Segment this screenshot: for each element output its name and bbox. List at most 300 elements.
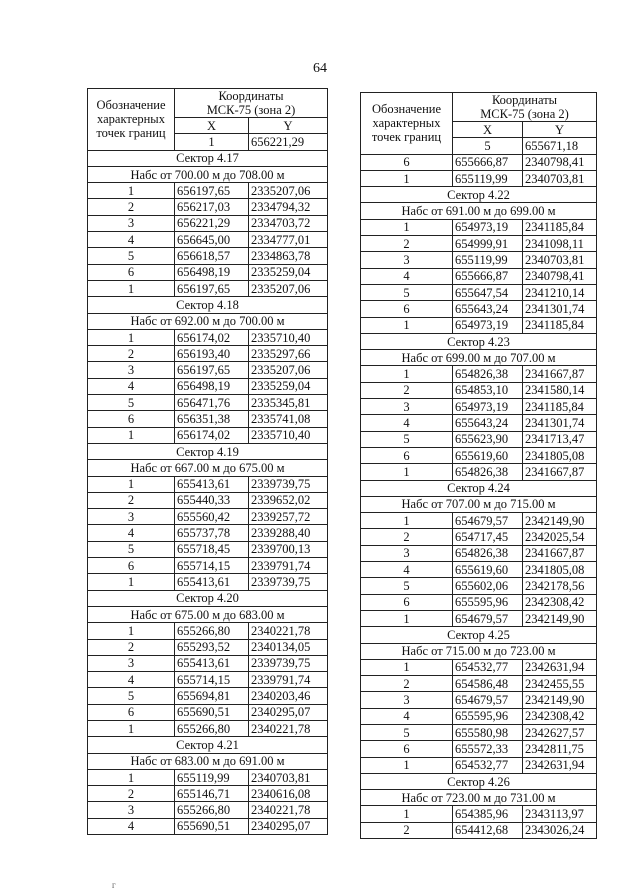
table-row xyxy=(361,252,597,268)
x-coordinate: 655266,80 xyxy=(175,720,249,736)
y-coordinate: 2341185,84 xyxy=(523,399,597,415)
y-coordinate: 2335207,06 xyxy=(249,362,328,378)
sector-height-range: Набс от 691.00 м до 699.00 м xyxy=(361,203,597,219)
sector-title-row xyxy=(361,187,597,203)
x-coordinate: 655666,87 xyxy=(453,268,523,284)
table-row xyxy=(88,509,328,525)
table-row xyxy=(361,757,597,773)
point-number: 6 xyxy=(88,704,175,720)
table-row xyxy=(88,492,328,508)
table-row xyxy=(361,464,597,480)
points-header xyxy=(88,89,175,151)
table-row xyxy=(88,818,328,834)
point-number: 1 xyxy=(361,317,453,333)
table-row xyxy=(88,232,328,248)
table-row xyxy=(88,558,328,574)
x-coordinate: 655119,99 xyxy=(453,252,523,268)
y-coordinate: 2340703,81 xyxy=(249,769,328,785)
sector-height-range: Набс от 715.00 м до 723.00 м xyxy=(361,643,597,659)
x-coordinate: 655623,90 xyxy=(453,431,523,447)
table-row xyxy=(88,720,328,736)
coordinates-header-line: Координаты xyxy=(218,89,284,103)
y-coordinate: 2339257,72 xyxy=(249,509,328,525)
coordinates-header xyxy=(175,89,328,118)
sector-title: Сектор 4.19 xyxy=(88,443,328,459)
point-number: 1 xyxy=(88,427,175,443)
table-row xyxy=(361,676,597,692)
x-coordinate: 655413,61 xyxy=(175,574,249,590)
point-number: 6 xyxy=(361,594,453,610)
x-coordinate: 656197,65 xyxy=(175,362,249,378)
x-coordinate: 656351,38 xyxy=(175,411,249,427)
table-row xyxy=(361,513,597,529)
x-coordinate: 655146,71 xyxy=(175,786,249,802)
y-coordinate: 2335710,40 xyxy=(249,427,328,443)
y-coordinate: 2340798,41 xyxy=(523,268,597,284)
y-coordinate: 2340221,78 xyxy=(249,802,328,818)
point-number: 3 xyxy=(88,802,175,818)
table-row xyxy=(88,395,328,411)
point-number: 5 xyxy=(88,688,175,704)
x-coordinate: 654532,77 xyxy=(453,757,523,773)
point-number: 4 xyxy=(88,818,175,834)
table-row xyxy=(361,382,597,398)
y-coordinate: 2335345,81 xyxy=(249,395,328,411)
y-coordinate: 2341098,11 xyxy=(523,236,597,252)
x-coordinate: 655714,15 xyxy=(175,672,249,688)
x-coordinate: 655560,42 xyxy=(175,509,249,525)
x-coordinate: 655580,98 xyxy=(453,724,523,740)
x-coordinate: 655619,60 xyxy=(453,447,523,463)
point-number: 1 xyxy=(361,170,453,186)
y-coordinate: 2342308,42 xyxy=(523,708,597,724)
table-row xyxy=(88,378,328,394)
table-row xyxy=(88,427,328,443)
y-coordinate: 2334703,72 xyxy=(249,215,328,231)
x-coordinate: 656197,65 xyxy=(175,280,249,296)
point-number: 2 xyxy=(361,676,453,692)
point-number: 6 xyxy=(361,447,453,463)
x-coordinate: 655602,06 xyxy=(453,578,523,594)
table-row xyxy=(361,545,597,561)
y-coordinate: 2341301,74 xyxy=(523,301,597,317)
x-header: X xyxy=(175,118,249,134)
page-number: 64 xyxy=(313,61,327,76)
sector-height-range: Набс от 723.00 м до 731.00 м xyxy=(361,790,597,806)
x-coordinate: 656645,00 xyxy=(175,232,249,248)
point-number: 1 xyxy=(88,280,175,296)
point-number: 4 xyxy=(361,562,453,578)
sector-title: Сектор 4.22 xyxy=(361,187,597,203)
table-row xyxy=(361,578,597,594)
x-coordinate: 655690,51 xyxy=(175,704,249,720)
points-header xyxy=(361,93,453,155)
table-row xyxy=(88,248,328,264)
x-coordinate: 656221,29 xyxy=(175,215,249,231)
coordinates-header-line: МСК-75 (зона 2) xyxy=(480,107,569,121)
point-number: 2 xyxy=(88,639,175,655)
table-row xyxy=(88,541,328,557)
point-number: 6 xyxy=(361,301,453,317)
x-coordinate: 654826,38 xyxy=(453,464,523,480)
table-row xyxy=(88,802,328,818)
table-row xyxy=(361,822,597,838)
sector-height-range: Набс от 667.00 м до 675.00 м xyxy=(88,460,328,476)
point-number: 5 xyxy=(88,541,175,557)
table-row xyxy=(361,529,597,545)
point-number: 1 xyxy=(88,769,175,785)
y-coordinate: 2342178,56 xyxy=(523,578,597,594)
x-coordinate: 655666,87 xyxy=(453,154,523,170)
point-number: 2 xyxy=(88,492,175,508)
y-coordinate: 2341805,08 xyxy=(523,447,597,463)
point-number: 1 xyxy=(361,366,453,382)
table-row xyxy=(361,594,597,610)
sector-title-row xyxy=(88,297,328,313)
sector-range-row xyxy=(88,606,328,622)
point-number: 1 xyxy=(361,610,453,626)
points-header-line: точек границ xyxy=(96,126,166,141)
point-number: 2 xyxy=(88,346,175,362)
y-coordinate: 2335710,40 xyxy=(249,329,328,345)
sector-title: Сектор 4.18 xyxy=(88,297,328,313)
table-row xyxy=(361,708,597,724)
point-number: 3 xyxy=(88,655,175,671)
table-row xyxy=(88,704,328,720)
table-row xyxy=(88,672,328,688)
y-coordinate: 2334777,01 xyxy=(249,232,328,248)
y-coordinate: 2339739,75 xyxy=(249,655,328,671)
x-coordinate: 654826,38 xyxy=(453,545,523,561)
table-row xyxy=(88,688,328,704)
sector-title: Сектор 4.26 xyxy=(361,773,597,789)
sector-range-row xyxy=(361,350,597,366)
scan-mark: г xyxy=(112,880,116,890)
x-coordinate: 655119,99 xyxy=(175,769,249,785)
y-coordinate: 2339739,75 xyxy=(249,574,328,590)
sector-title-row xyxy=(361,627,597,643)
y-coordinate: 2340221,78 xyxy=(249,720,328,736)
point-number: 3 xyxy=(361,692,453,708)
coordinates-table-right xyxy=(360,92,597,839)
y-coordinate: 2340203,46 xyxy=(249,688,328,704)
x-coordinate: 655619,60 xyxy=(453,562,523,578)
x-coordinate: 655643,24 xyxy=(453,415,523,431)
sector-height-range: Набс от 699.00 м до 707.00 м xyxy=(361,350,597,366)
point-number: 5 xyxy=(88,248,175,264)
point-number: 3 xyxy=(88,509,175,525)
sector-height-range: Набс от 675.00 м до 683.00 м xyxy=(88,606,328,622)
table-row xyxy=(361,692,597,708)
table-row xyxy=(361,284,597,300)
coordinates-table-left xyxy=(87,88,328,835)
sector-height-range: Набс от 707.00 м до 715.00 м xyxy=(361,496,597,512)
coordinates-header-line: МСК-75 (зона 2) xyxy=(206,103,296,117)
header-row xyxy=(361,93,597,122)
point-number: 3 xyxy=(88,362,175,378)
point-number: 2 xyxy=(88,199,175,215)
point-number: 4 xyxy=(88,672,175,688)
y-coordinate: 2334794,32 xyxy=(249,199,328,215)
table-row xyxy=(361,399,597,415)
table-row xyxy=(88,264,328,280)
x-coordinate: 655595,96 xyxy=(453,594,523,610)
table-row xyxy=(88,639,328,655)
x-coordinate: 656498,19 xyxy=(175,378,249,394)
point-number: 1 xyxy=(361,219,453,235)
x-coordinate: 655293,52 xyxy=(175,639,249,655)
y-coordinate: 2340798,41 xyxy=(523,154,597,170)
sector-range-row xyxy=(88,166,328,182)
y-coordinate: 2335207,06 xyxy=(249,183,328,199)
table-row xyxy=(88,362,328,378)
table-row xyxy=(88,476,328,492)
x-coordinate: 654532,77 xyxy=(453,659,523,675)
sector-title: Сектор 4.24 xyxy=(361,480,597,496)
x-coordinate: 656193,40 xyxy=(175,346,249,362)
y-coordinate: 2340134,05 xyxy=(249,639,328,655)
y-coordinate: 2342149,90 xyxy=(523,513,597,529)
y-coordinate: 2341185,84 xyxy=(523,219,597,235)
sector-title-row xyxy=(88,150,328,166)
y-coordinate: 2342149,90 xyxy=(523,692,597,708)
y-coordinate: 2342308,42 xyxy=(523,594,597,610)
point-number: 1 xyxy=(88,720,175,736)
point-number: 6 xyxy=(88,411,175,427)
x-coordinate: 654679,57 xyxy=(453,513,523,529)
point-number: 3 xyxy=(361,252,453,268)
sector-title: Сектор 4.21 xyxy=(88,737,328,753)
point-number: 6 xyxy=(88,558,175,574)
point-number: 1 xyxy=(88,329,175,345)
x-coordinate: 655694,81 xyxy=(175,688,249,704)
y-coordinate: 2343113,97 xyxy=(523,806,597,822)
sector-height-range: Набс от 700.00 м до 708.00 м xyxy=(88,166,328,182)
table-row xyxy=(361,170,597,186)
point-number: 5 xyxy=(361,431,453,447)
point-number: 3 xyxy=(88,215,175,231)
x-coordinate: 655266,80 xyxy=(175,802,249,818)
y-coordinate: 2341667,87 xyxy=(523,545,597,561)
table-row xyxy=(361,806,597,822)
y-header: Y xyxy=(523,122,597,138)
y-coordinate: 2342811,75 xyxy=(523,741,597,757)
x-header: X xyxy=(453,122,523,138)
table-row xyxy=(88,280,328,296)
point-number: 2 xyxy=(361,382,453,398)
x-coordinate: 655647,54 xyxy=(453,284,523,300)
x-coordinate: 655413,61 xyxy=(175,476,249,492)
x-coordinate: 654973,19 xyxy=(453,399,523,415)
table-row xyxy=(88,525,328,541)
point-number: 1 xyxy=(88,476,175,492)
point-number: 4 xyxy=(88,232,175,248)
point-number: 3 xyxy=(361,399,453,415)
point-number: 1 xyxy=(361,659,453,675)
point-number: 5 xyxy=(88,395,175,411)
y-coordinate: 2335741,08 xyxy=(249,411,328,427)
y-coordinate: 2343026,24 xyxy=(523,822,597,838)
x-coordinate: 654826,38 xyxy=(453,366,523,382)
sector-range-row xyxy=(88,313,328,329)
x-coordinate: 656221,29 xyxy=(249,134,328,150)
point-number: 1 xyxy=(361,464,453,480)
y-coordinate: 2340295,07 xyxy=(249,818,328,834)
x-coordinate: 654999,91 xyxy=(453,236,523,252)
table-row xyxy=(88,183,328,199)
sector-title: Сектор 4.17 xyxy=(88,150,328,166)
y-coordinate: 2339288,40 xyxy=(249,525,328,541)
x-coordinate: 654412,68 xyxy=(453,822,523,838)
y-coordinate: 2342455,55 xyxy=(523,676,597,692)
table-row xyxy=(361,154,597,170)
point-number: 5 xyxy=(453,138,523,154)
table-row xyxy=(361,431,597,447)
point-number: 5 xyxy=(361,284,453,300)
points-header-line: характерных xyxy=(372,116,441,131)
coordinates-header-line: Координаты xyxy=(491,93,558,107)
sector-title-row xyxy=(88,737,328,753)
y-coordinate: 2340616,08 xyxy=(249,786,328,802)
x-coordinate: 656174,02 xyxy=(175,329,249,345)
coordinates-header xyxy=(453,93,597,122)
y-coordinate: 2341580,14 xyxy=(523,382,597,398)
table-row xyxy=(361,724,597,740)
y-coordinate: 2341713,47 xyxy=(523,431,597,447)
x-coordinate: 655690,51 xyxy=(175,818,249,834)
x-coordinate: 655737,78 xyxy=(175,525,249,541)
point-number: 1 xyxy=(88,183,175,199)
x-coordinate: 654679,57 xyxy=(453,692,523,708)
y-coordinate: 2342631,94 xyxy=(523,659,597,675)
sector-range-row xyxy=(361,203,597,219)
table-row xyxy=(88,655,328,671)
table-row xyxy=(361,268,597,284)
table-row xyxy=(361,610,597,626)
x-coordinate: 656174,02 xyxy=(175,427,249,443)
x-coordinate: 655595,96 xyxy=(453,708,523,724)
point-number: 1 xyxy=(361,513,453,529)
points-header-line: Обозначение xyxy=(96,98,166,113)
x-coordinate: 654679,57 xyxy=(453,610,523,626)
point-number: 5 xyxy=(361,724,453,740)
point-number: 1 xyxy=(361,806,453,822)
x-coordinate: 656498,19 xyxy=(175,264,249,280)
point-number: 4 xyxy=(88,378,175,394)
table-row xyxy=(88,411,328,427)
x-coordinate: 656618,57 xyxy=(175,248,249,264)
y-coordinate: 2341301,74 xyxy=(523,415,597,431)
point-number: 2 xyxy=(361,529,453,545)
x-coordinate: 654853,10 xyxy=(453,382,523,398)
header-row xyxy=(88,89,328,118)
y-coordinate: 2342149,90 xyxy=(523,610,597,626)
y-coordinate: 2339652,02 xyxy=(249,492,328,508)
y-coordinate: 2335259,04 xyxy=(249,378,328,394)
y-coordinate: 2334863,78 xyxy=(249,248,328,264)
x-coordinate: 654717,45 xyxy=(453,529,523,545)
y-coordinate: 2340295,07 xyxy=(249,704,328,720)
table-row xyxy=(361,659,597,675)
point-number: 5 xyxy=(361,578,453,594)
sector-title: Сектор 4.25 xyxy=(361,627,597,643)
table-row xyxy=(88,623,328,639)
sector-title: Сектор 4.23 xyxy=(361,333,597,349)
sector-title-row xyxy=(361,480,597,496)
table-row xyxy=(361,415,597,431)
y-coordinate: 2340703,81 xyxy=(523,170,597,186)
x-coordinate: 654973,19 xyxy=(453,317,523,333)
table-row xyxy=(361,562,597,578)
table-row xyxy=(88,346,328,362)
point-number: 2 xyxy=(88,786,175,802)
y-coordinate: 2339791,74 xyxy=(249,558,328,574)
sector-range-row xyxy=(88,753,328,769)
point-number: 2 xyxy=(361,236,453,252)
point-number: 4 xyxy=(88,525,175,541)
x-coordinate: 654973,19 xyxy=(453,219,523,235)
sector-height-range: Набс от 683.00 м до 691.00 м xyxy=(88,753,328,769)
x-coordinate: 655671,18 xyxy=(523,138,597,154)
y-coordinate: 2339700,13 xyxy=(249,541,328,557)
sector-title-row xyxy=(88,590,328,606)
sector-title-row xyxy=(361,333,597,349)
table-row xyxy=(88,769,328,785)
y-coordinate: 2341667,87 xyxy=(523,464,597,480)
table-row xyxy=(88,786,328,802)
point-number: 4 xyxy=(361,268,453,284)
sector-title-row xyxy=(361,773,597,789)
x-coordinate: 655714,15 xyxy=(175,558,249,574)
x-coordinate: 656471,76 xyxy=(175,395,249,411)
sector-range-row xyxy=(361,790,597,806)
points-header-line: Обозначение xyxy=(371,102,442,117)
x-coordinate: 655572,33 xyxy=(453,741,523,757)
point-number: 4 xyxy=(361,415,453,431)
table-row xyxy=(361,741,597,757)
sector-range-row xyxy=(361,496,597,512)
x-coordinate: 655440,33 xyxy=(175,492,249,508)
table-row xyxy=(88,199,328,215)
sector-title: Сектор 4.20 xyxy=(88,590,328,606)
table-row xyxy=(88,215,328,231)
table-row xyxy=(361,366,597,382)
y-coordinate: 2339739,75 xyxy=(249,476,328,492)
point-number: 2 xyxy=(361,822,453,838)
y-coordinate: 2341210,14 xyxy=(523,284,597,300)
y-coordinate: 2341805,08 xyxy=(523,562,597,578)
y-coordinate: 2340703,81 xyxy=(523,252,597,268)
x-coordinate: 655413,61 xyxy=(175,655,249,671)
x-coordinate: 655266,80 xyxy=(175,623,249,639)
table-row xyxy=(361,301,597,317)
y-coordinate: 2341667,87 xyxy=(523,366,597,382)
sector-title-row xyxy=(88,443,328,459)
y-coordinate: 2341185,84 xyxy=(523,317,597,333)
point-number: 6 xyxy=(88,264,175,280)
point-number: 3 xyxy=(361,545,453,561)
y-coordinate: 2339791,74 xyxy=(249,672,328,688)
point-number: 4 xyxy=(361,708,453,724)
y-coordinate: 2335259,04 xyxy=(249,264,328,280)
table-row xyxy=(361,317,597,333)
y-coordinate: 2340221,78 xyxy=(249,623,328,639)
table-row xyxy=(88,574,328,590)
points-header-line: характерных xyxy=(97,112,165,127)
y-coordinate: 2342025,54 xyxy=(523,529,597,545)
point-number: 6 xyxy=(361,154,453,170)
point-number: 1 xyxy=(88,574,175,590)
